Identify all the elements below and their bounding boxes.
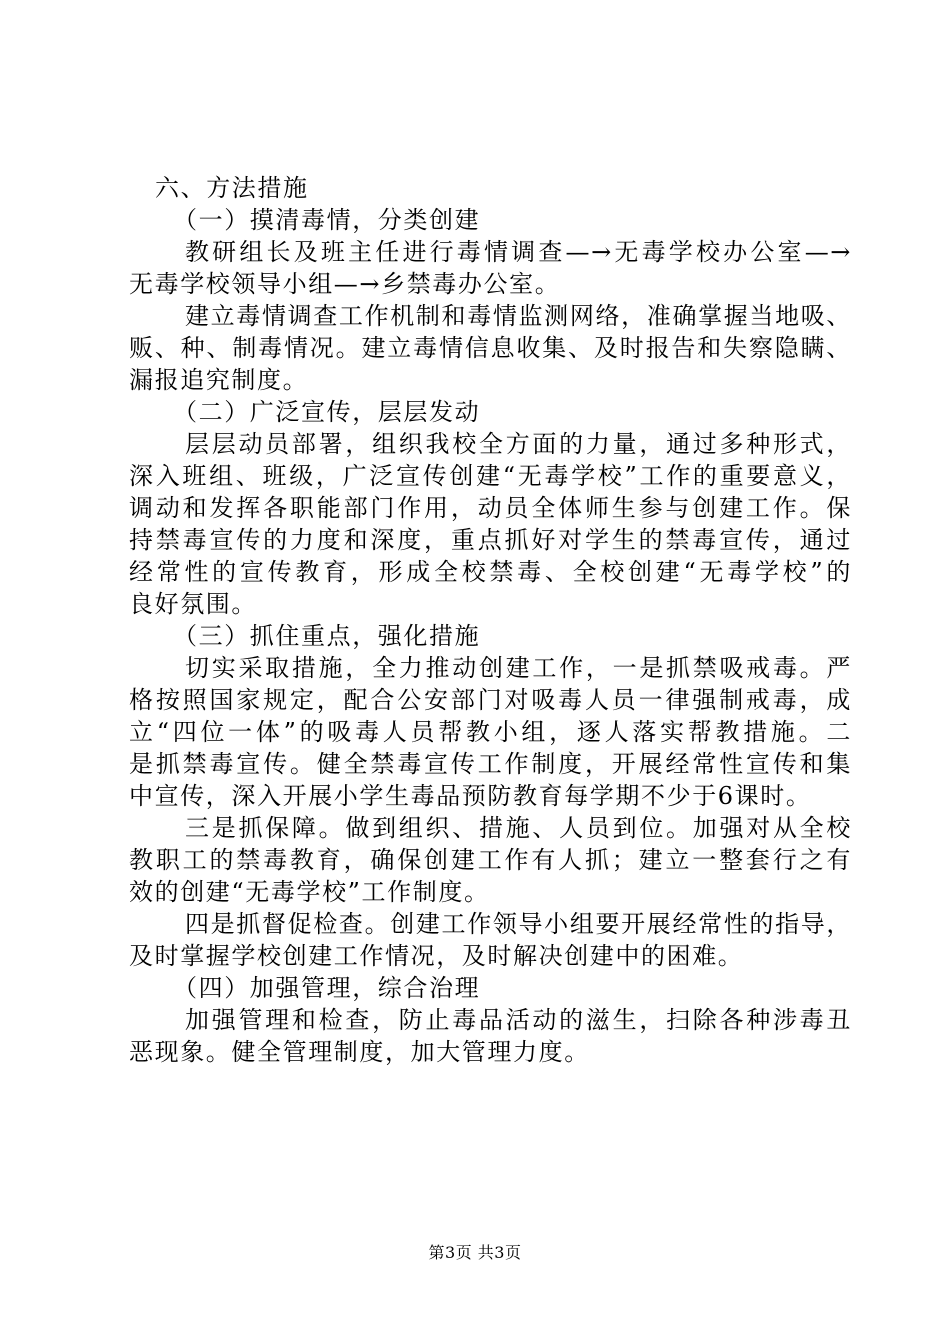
subsection <box>129 396 852 620</box>
section-title: 六、方法措施 <box>155 174 309 202</box>
paragraph <box>129 908 852 972</box>
paragraph-line: 漏报追究制度。 <box>129 366 309 394</box>
paragraph-line: 深入班组、班级，广泛宣传创建“无毒学校”工作的重要意义， <box>129 462 852 490</box>
paragraph <box>129 300 852 396</box>
page-footer: 第3页 共3页 <box>428 1243 522 1262</box>
subsection <box>129 972 852 1068</box>
subsection-heading: （二）广泛宣传，层层发动 <box>173 398 481 426</box>
paragraph-line: 建立毒情调查工作机制和毒情监测网络，准确掌握当地吸、 <box>185 302 852 330</box>
subsection <box>129 204 852 396</box>
paragraph-line: 无毒学校领导小组—→乡禁毒办公室。 <box>129 270 561 298</box>
paragraph-line: 四是抓督促检查。创建工作领导小组要开展经常性的指导， <box>185 910 852 938</box>
paragraph-line: 切实采取措施，全力推动创建工作，一是抓禁吸戒毒。严 <box>185 654 852 682</box>
paragraph-line: 教职工的禁毒教育，确保创建工作有人抓；建立一整套行之有 <box>129 846 852 874</box>
paragraph-line: 层层动员部署，组织我校全方面的力量，通过多种形式， <box>185 430 852 458</box>
paragraph-line: 良好氛围。 <box>129 590 257 618</box>
subsection-heading: （一）摸清毒情，分类创建 <box>173 206 481 234</box>
paragraph-line: 是抓禁毒宣传。健全禁毒宣传工作制度，开展经常性宣传和集 <box>129 750 852 778</box>
subsection-heading: （四）加强管理，综合治理 <box>173 974 481 1002</box>
document-body <box>129 172 852 1068</box>
paragraph-line: 中宣传，深入开展小学生毒品预防教育每学期不少于6课时。 <box>129 782 812 810</box>
paragraph <box>129 428 852 620</box>
paragraph-line: 经常性的宣传教育，形成全校禁毒、全校创建“无毒学校”的 <box>129 558 852 586</box>
paragraph-line: 及时掌握学校创建工作情况，及时解决创建中的困难。 <box>129 942 744 970</box>
paragraph-line: 贩、种、制毒情况。建立毒情信息收集、及时报告和失察隐瞒、 <box>129 334 852 362</box>
paragraph-line: 恶现象。健全管理制度，加大管理力度。 <box>129 1038 590 1066</box>
paragraph-line: 三是抓保障。做到组织、措施、人员到位。加强对从全校 <box>185 814 852 842</box>
paragraph <box>129 812 852 908</box>
paragraph <box>129 1004 852 1068</box>
paragraph-line: 立“四位一体”的吸毒人员帮教小组，逐人落实帮教措施。二 <box>129 718 852 746</box>
paragraph <box>129 236 852 300</box>
paragraph-line: 教研组长及班主任进行毒情调查—→无毒学校办公室—→ <box>185 238 852 266</box>
paragraph-line: 加强管理和检查，防止毒品活动的滋生，扫除各种涉毒丑 <box>185 1006 852 1034</box>
paragraph-line: 调动和发挥各职能部门作用，动员全体师生参与创建工作。保 <box>129 494 852 522</box>
paragraph-line: 格按照国家规定，配合公安部门对吸毒人员一律强制戒毒，成 <box>129 686 852 714</box>
subsection <box>129 620 852 972</box>
subsection-heading: （三）抓住重点，强化措施 <box>173 622 481 650</box>
paragraph-line: 持禁毒宣传的力度和深度，重点抓好对学生的禁毒宣传，通过 <box>129 526 852 554</box>
paragraph-line: 效的创建“无毒学校”工作制度。 <box>129 878 490 906</box>
paragraph <box>129 652 852 812</box>
